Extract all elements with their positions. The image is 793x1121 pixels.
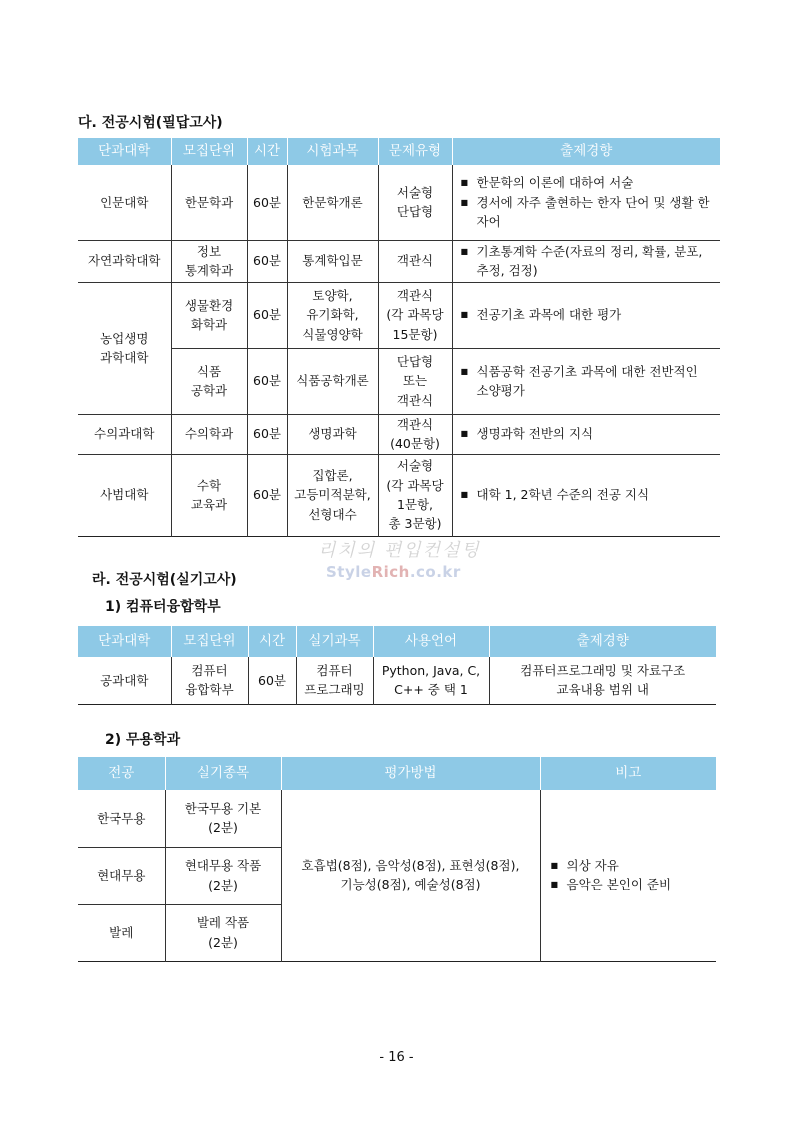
dance-practical-table xyxy=(78,757,716,962)
unit-cell: 식품 공학과 xyxy=(171,348,247,414)
trend-cell xyxy=(452,414,720,454)
type-cell: 서술형 (각 과목당 1문항, 총 3문항) xyxy=(378,454,452,536)
type-cell: 객관식 (40문항) xyxy=(378,414,452,454)
bullet-item: ■ 기초통계학 수준(자료의 정리, 확률, 분포, 추정, 검정) xyxy=(461,242,713,281)
column-header: 출제경향 xyxy=(452,138,720,165)
remarks-cell xyxy=(540,790,716,961)
unit-cell: 수학 교육과 xyxy=(171,454,247,536)
table-header-row xyxy=(78,757,716,790)
column-header: 시간 xyxy=(248,626,296,657)
type-cell: 객관식 (각 과목당 15문항) xyxy=(378,282,452,348)
item-cell: 한국무용 기본 (2분) xyxy=(165,790,281,847)
column-header: 단과대학 xyxy=(78,626,171,657)
trend-cell xyxy=(452,165,720,240)
type-cell: 단답형 또는 객관식 xyxy=(378,348,452,414)
item-cell: 현대무용 작품 (2분) xyxy=(165,847,281,904)
watermark-title: 리치의 편입컨설팅 xyxy=(318,540,481,561)
bullet-item: ■ 의상 자유 xyxy=(551,856,709,875)
column-header: 문제유형 xyxy=(378,138,452,165)
column-header: 전공 xyxy=(78,757,165,790)
column-header: 평가방법 xyxy=(281,757,540,790)
trend-cell xyxy=(452,240,720,282)
subject-cell: 토양학, 유기화학, 식물영양학 xyxy=(287,282,378,348)
table-row xyxy=(78,790,716,847)
bullet-item: ■ 식품공학 전공기초 과목에 대한 전반적인 소양평가 xyxy=(461,362,713,401)
column-header: 시험과목 xyxy=(287,138,378,165)
trend-cell xyxy=(452,282,720,348)
subject-cell: 컴퓨터 프로그래밍 xyxy=(296,657,373,704)
unit-cell: 정보 통계학과 xyxy=(171,240,247,282)
section-heading-practical-exam: 라. 전공시험(실기고사) xyxy=(92,572,237,588)
major-cell: 한국무용 xyxy=(78,790,165,847)
unit-cell: 수의학과 xyxy=(171,414,247,454)
bullet-item: ■ 음악은 본인이 준비 xyxy=(551,875,709,894)
table-row xyxy=(78,414,720,454)
column-header: 모집단위 xyxy=(171,138,247,165)
column-header: 출제경향 xyxy=(489,626,716,657)
bullet-item: ■ 경서에 자주 출현하는 한자 단어 및 생활 한자어 xyxy=(461,193,713,232)
column-header: 사용언어 xyxy=(373,626,489,657)
time-cell: 60분 xyxy=(248,657,296,704)
time-cell: 60분 xyxy=(247,240,287,282)
time-cell: 60분 xyxy=(247,414,287,454)
time-cell: 60분 xyxy=(247,348,287,414)
trend-cell xyxy=(452,348,720,414)
section-heading-written-exam: 다. 전공시험(필답고사) xyxy=(78,115,223,131)
column-header: 모집단위 xyxy=(171,626,248,657)
unit-cell: 컴퓨터 융합학부 xyxy=(171,657,248,704)
bullet-item: ■ 생명과학 전반의 지식 xyxy=(461,424,713,443)
unit-cell: 생물환경 화학과 xyxy=(171,282,247,348)
time-cell: 60분 xyxy=(247,165,287,240)
watermark-url: StyleRich.co.kr xyxy=(326,563,461,581)
college-cell: 수의과대학 xyxy=(78,414,171,454)
major-cell: 발레 xyxy=(109,924,134,940)
major-cell: 현대무용 xyxy=(78,847,165,904)
item-cell: 발레 작품 (2분) xyxy=(165,904,281,961)
column-header: 실기과목 xyxy=(296,626,373,657)
table-header-row xyxy=(78,138,720,165)
college-cell: 공과대학 xyxy=(100,672,149,688)
trend-cell xyxy=(452,454,720,536)
bullet-item: ■ 한문학의 이론에 대하여 서술 xyxy=(461,173,713,192)
column-header: 단과대학 xyxy=(78,138,171,165)
type-cell: 서술형 단답형 xyxy=(378,165,452,240)
trend-cell: 컴퓨터프로그래밍 및 자료구조 교육내용 범위 내 xyxy=(489,657,716,704)
type-cell: 객관식 xyxy=(378,240,452,282)
time-cell: 60분 xyxy=(247,282,287,348)
computer-practical-table xyxy=(78,626,716,705)
method-cell: 호흡법(8점), 음악성(8점), 표현성(8점), 기능성(8점), 예술성(8점) xyxy=(281,790,540,961)
table-row xyxy=(78,282,720,348)
subject-cell: 식품공학개론 xyxy=(287,348,378,414)
unit-cell: 한문학과 xyxy=(171,165,247,240)
table-row xyxy=(78,454,720,536)
college-cell: 농업생명 과학대학 xyxy=(78,282,171,414)
subsection-heading-computer: 1) 컴퓨터융합학부 xyxy=(105,599,221,615)
column-header: 비고 xyxy=(540,757,716,790)
table-header-row xyxy=(78,626,716,657)
time-cell: 60분 xyxy=(247,454,287,536)
bullet-item: ■ 전공기초 과목에 대한 평가 xyxy=(461,305,713,324)
subject-cell: 한문학개론 xyxy=(287,165,378,240)
subject-cell: 집합론, 고등미적분학, 선형대수 xyxy=(287,454,378,536)
table-row xyxy=(78,240,720,282)
table-row xyxy=(78,657,716,704)
column-header: 실기종목 xyxy=(165,757,281,790)
bullet-item: ■ 대학 1, 2학년 수준의 전공 지식 xyxy=(461,485,713,504)
subject-cell: 통계학입문 xyxy=(287,240,378,282)
column-header: 시간 xyxy=(247,138,287,165)
language-cell: Python, Java, C, C++ 중 택 1 xyxy=(373,657,489,704)
table-row xyxy=(78,348,720,414)
college-cell: 사범대학 xyxy=(100,487,149,503)
table-row xyxy=(78,165,720,240)
written-exam-table xyxy=(78,138,720,537)
subsection-heading-dance: 2) 무용학과 xyxy=(105,732,181,748)
subject-cell: 생명과학 xyxy=(287,414,378,454)
college-cell: 자연과학대학 xyxy=(78,240,171,282)
page-number: - 16 - xyxy=(379,1050,414,1065)
college-cell: 인문대학 xyxy=(78,165,171,240)
